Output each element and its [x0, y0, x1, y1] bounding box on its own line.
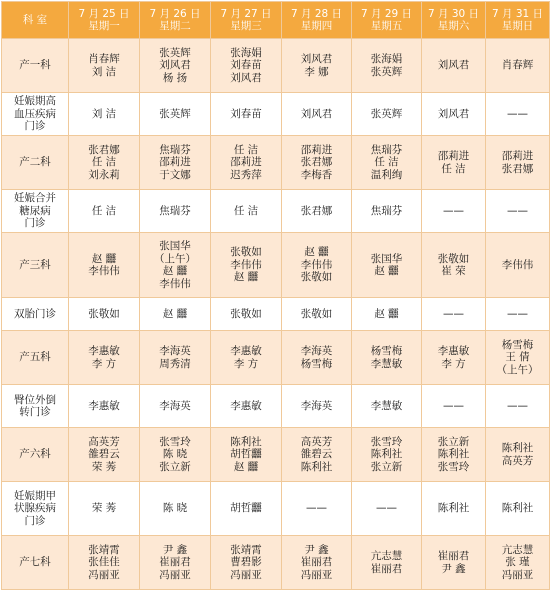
- doctor-name: ——: [443, 399, 464, 412]
- doctor-name: 杨雪梅: [501, 338, 534, 351]
- doctor-cell: [282, 482, 352, 536]
- doctor-name: 张君娜: [501, 162, 534, 175]
- doctor-name: 李海英: [300, 345, 333, 357]
- header-label: 星期二: [159, 20, 191, 32]
- doctor-name: 张靖霄: [230, 543, 262, 556]
- doctor-name: ——: [507, 399, 528, 412]
- doctor-cell: [422, 190, 486, 233]
- header-label: 7 月 31 日: [491, 7, 544, 20]
- dept-cell: [2, 428, 69, 482]
- doctor-name: 张靖霄: [88, 543, 120, 556]
- doctor-name: 陈利社: [501, 442, 534, 454]
- dept-name: 转门诊: [19, 406, 51, 418]
- doctor-name: 李惠敏: [88, 399, 120, 412]
- doctor-cell: [352, 136, 422, 190]
- doctor-name: 张雪玲: [159, 435, 191, 448]
- doctor-cell: [140, 385, 211, 428]
- doctor-name: 李梅香: [300, 168, 333, 181]
- doctor-name: 焦瑞芬: [370, 143, 403, 156]
- schedule-row: [2, 385, 550, 428]
- doctor-name: 任 洁: [91, 204, 117, 217]
- doctor-cell: [211, 331, 282, 385]
- doctor-cell: [140, 298, 211, 331]
- doctor-cell: [422, 331, 486, 385]
- doctor-cell: [282, 39, 352, 93]
- doctor-cell: [140, 233, 211, 298]
- doctor-name: 李惠敏: [437, 345, 470, 357]
- doctor-name: 陈利社: [370, 448, 403, 461]
- doctor-name: 刘风君: [300, 53, 333, 65]
- doctor-cell: [352, 298, 422, 331]
- doctor-name: 崔丽君: [370, 562, 403, 575]
- doctor-name: ——: [507, 307, 528, 320]
- doctor-cell: [69, 233, 140, 298]
- doctor-cell: [486, 136, 550, 190]
- doctor-name: 李伟伟: [300, 258, 333, 271]
- header-label: 7 月 27 日: [220, 7, 272, 20]
- doctor-name: 高英芳: [300, 435, 333, 448]
- dept-name: 妊娠期高: [14, 95, 56, 108]
- doctor-cell: [211, 482, 282, 536]
- doctor-name: 李惠敏: [230, 399, 262, 412]
- header-day-4: [282, 2, 352, 39]
- doctor-name: 李惠敏: [230, 345, 262, 357]
- doctor-name: 杨雪梅: [370, 345, 403, 357]
- doctor-cell: [282, 93, 352, 136]
- doctor-name: 张英辉: [370, 107, 403, 120]
- doctor-name: 李慧敏: [370, 357, 403, 370]
- header-day-6: [422, 2, 486, 39]
- doctor-cell: [352, 536, 422, 590]
- doctor-name: ——: [376, 502, 397, 515]
- doctor-name: 李伟伟: [159, 277, 191, 290]
- header-day-3: [211, 2, 282, 39]
- doctor-name: 张海娟: [230, 46, 262, 59]
- doctor-name: 张国华: [159, 240, 191, 252]
- dept-name: 糖尿病: [19, 204, 51, 217]
- header-day-7: [486, 2, 550, 39]
- doctor-name: 陈利社: [300, 460, 333, 473]
- doctor-cell: [352, 385, 422, 428]
- doctor-name: 李 方: [233, 357, 259, 370]
- doctor-name: 尹 鑫: [304, 543, 329, 556]
- doctor-cell: [422, 298, 486, 331]
- doctor-name: 任 洁: [233, 204, 259, 217]
- doctor-cell: [422, 233, 486, 298]
- dept-name: 产二科: [19, 156, 51, 169]
- doctor-cell: [69, 428, 140, 482]
- doctor-name: 李伟伟: [88, 265, 120, 277]
- doctor-name: 雒碧云: [300, 448, 333, 461]
- doctor-name: 张雪玲: [370, 435, 403, 448]
- doctor-name: 张敬如: [230, 307, 262, 320]
- doctor-name: 张敬如: [300, 271, 333, 284]
- dept-cell: [2, 298, 69, 331]
- doctor-cell: [422, 428, 486, 482]
- doctor-name: 迟秀萍: [230, 168, 262, 181]
- doctor-name: 刘风君: [437, 107, 470, 120]
- schedule-row: [2, 136, 550, 190]
- dept-name: 门诊: [24, 120, 46, 133]
- doctor-name: 赵 䨻: [162, 265, 188, 277]
- doctor-cell: [282, 385, 352, 428]
- doctor-name: 张敬如: [300, 307, 333, 320]
- schedule-row: [2, 39, 550, 93]
- schedule-header: [2, 2, 550, 39]
- doctor-cell: [69, 190, 140, 233]
- doctor-name: 焦瑞芬: [159, 143, 191, 156]
- dept-name: 状腺疾病: [14, 502, 56, 515]
- doctor-name: 冯丽亚: [501, 568, 534, 581]
- dept-cell: [2, 536, 69, 590]
- doctor-name: 张立新: [370, 460, 403, 473]
- doctor-name: 刘风君: [300, 107, 333, 120]
- doctor-name: 赵 䨻: [304, 246, 329, 259]
- doctor-name: 陈 晓: [162, 448, 188, 461]
- doctor-name: 张英辉: [159, 107, 191, 120]
- doctor-name: ——: [507, 107, 528, 120]
- doctor-name: 杨雪梅: [300, 357, 333, 370]
- doctor-name: 陈利社: [501, 502, 534, 515]
- doctor-cell: [352, 93, 422, 136]
- doctor-cell: [282, 190, 352, 233]
- header-label: 科 室: [22, 13, 48, 26]
- doctor-cell: [140, 93, 211, 136]
- doctor-name: ——: [507, 204, 528, 217]
- doctor-name: 张海娟: [370, 53, 403, 65]
- doctor-cell: [69, 536, 140, 590]
- doctor-cell: [282, 536, 352, 590]
- header-day-1: [69, 2, 140, 39]
- dept-name: 门诊: [24, 514, 46, 527]
- dept-cell: [2, 190, 69, 233]
- doctor-cell: [486, 536, 550, 590]
- duty-schedule-table: [1, 1, 550, 590]
- doctor-name: 冯丽亚: [88, 568, 120, 581]
- doctor-cell: [69, 298, 140, 331]
- doctor-name: 刘风君: [437, 59, 470, 72]
- doctor-cell: [352, 39, 422, 93]
- doctor-cell: [486, 298, 550, 331]
- doctor-cell: [486, 39, 550, 93]
- doctor-name: 张君娜: [300, 156, 333, 169]
- doctor-cell: [352, 190, 422, 233]
- doctor-cell: [422, 385, 486, 428]
- doctor-cell: [422, 136, 486, 190]
- doctor-cell: [140, 536, 211, 590]
- doctor-cell: [140, 428, 211, 482]
- doctor-name: 刘 洁: [91, 65, 117, 78]
- doctor-name: 张英辉: [159, 46, 191, 59]
- schedule-row: [2, 331, 550, 385]
- doctor-name: 高英芳: [88, 435, 120, 448]
- doctor-name: 高英芳: [501, 454, 534, 467]
- doctor-name: 任 洁: [233, 143, 259, 156]
- doctor-cell: [352, 482, 422, 536]
- doctor-name: 冯丽亚: [159, 568, 191, 581]
- header-label: 星期三: [230, 20, 262, 32]
- doctor-name: 李海英: [159, 345, 191, 357]
- schedule-row: [2, 482, 550, 536]
- header-dept: [2, 2, 69, 39]
- header-label: 7 月 25 日: [78, 7, 130, 20]
- doctor-name: 肖春辉: [88, 53, 120, 65]
- doctor-cell: [282, 331, 352, 385]
- dept-cell: [2, 93, 69, 136]
- doctor-cell: [282, 136, 352, 190]
- doctor-cell: [486, 190, 550, 233]
- doctor-name: 肖春辉: [501, 59, 534, 72]
- dept-name: 妊娠合并: [14, 192, 56, 205]
- doctor-name: 李 娜: [304, 65, 329, 78]
- doctor-name: 张 瑾: [505, 556, 530, 569]
- doctor-name: 赵 䨻: [162, 307, 188, 320]
- schedule-row: [2, 233, 550, 298]
- doctor-cell: [422, 93, 486, 136]
- doctor-name: 邵莉进: [230, 156, 262, 169]
- doctor-name: 陈利社: [437, 448, 470, 461]
- doctor-name: 张君娜: [300, 204, 333, 217]
- doctor-name: 刘春苗: [230, 59, 262, 72]
- doctor-cell: [211, 298, 282, 331]
- doctor-cell: [486, 428, 550, 482]
- doctor-name: 张雪玲: [437, 460, 470, 473]
- doctor-name: 张敬如: [88, 307, 120, 320]
- doctor-cell: [282, 233, 352, 298]
- doctor-name: 张敬如: [230, 246, 262, 259]
- doctor-name: ——: [443, 204, 464, 217]
- doctor-name: 赵 䨻: [374, 307, 399, 320]
- doctor-cell: [352, 428, 422, 482]
- dept-cell: [2, 385, 69, 428]
- doctor-name: 张国华: [370, 252, 403, 265]
- dept-name: 产一科: [19, 59, 51, 72]
- doctor-name: 张佳佳: [88, 556, 120, 569]
- doctor-name: 陈利社: [230, 435, 262, 448]
- header-label: 星期一: [88, 20, 120, 32]
- dept-cell: [2, 136, 69, 190]
- doctor-name: 刘风君: [159, 59, 191, 72]
- doctor-name: 尹 鑫: [162, 543, 188, 556]
- dept-name: 产六科: [19, 448, 51, 461]
- doctor-name: 赵 䨻: [374, 265, 399, 277]
- header-label: 7 月 30 日: [427, 7, 480, 20]
- doctor-cell: [211, 536, 282, 590]
- doctor-name: 王 倩: [505, 351, 530, 364]
- doctor-cell: [422, 482, 486, 536]
- doctor-name: 胡哲䨻: [230, 502, 262, 515]
- doctor-cell: [486, 482, 550, 536]
- doctor-name: 张立新: [159, 460, 191, 473]
- doctor-cell: [211, 428, 282, 482]
- doctor-cell: [352, 233, 422, 298]
- doctor-name: ——: [306, 502, 327, 515]
- doctor-name: 邵莉进: [300, 143, 333, 156]
- header-label: 7 月 28 日: [290, 7, 343, 20]
- dept-name: 产五科: [19, 351, 51, 364]
- doctor-name: 杨 扬: [162, 71, 188, 84]
- doctor-cell: [140, 39, 211, 93]
- dept-name: 产三科: [19, 258, 51, 271]
- doctor-name: 崔丽君: [300, 556, 333, 569]
- doctor-name: 亢志慧: [370, 550, 403, 562]
- doctor-name: 李伟伟: [501, 258, 534, 271]
- doctor-name: 张君娜: [88, 143, 120, 156]
- doctor-name: 李海英: [159, 399, 191, 412]
- schedule-body: [2, 39, 550, 590]
- doctor-cell: [422, 39, 486, 93]
- schedule-row: [2, 190, 550, 233]
- doctor-cell: [69, 482, 140, 536]
- doctor-cell: [486, 233, 550, 298]
- doctor-name: 崔 荣: [441, 265, 466, 277]
- doctor-cell: [69, 136, 140, 190]
- doctor-name: 陈利社: [437, 502, 470, 515]
- schedule-row: [2, 536, 550, 590]
- doctor-name: 邵莉进: [159, 156, 191, 169]
- doctor-name: 李惠敏: [88, 345, 120, 357]
- dept-name: 双胎门诊: [14, 307, 56, 320]
- doctor-cell: [352, 331, 422, 385]
- doctor-name: （上午）: [496, 363, 539, 376]
- doctor-name: 于文娜: [159, 168, 191, 181]
- doctor-name: 刘 洁: [91, 107, 117, 120]
- doctor-name: 赵 䨻: [233, 460, 259, 473]
- doctor-cell: [140, 331, 211, 385]
- doctor-name: 焦瑞芬: [159, 204, 191, 217]
- doctor-name: 张敬如: [437, 252, 470, 265]
- doctor-name: ——: [443, 307, 464, 320]
- doctor-cell: [69, 331, 140, 385]
- doctor-cell: [486, 331, 550, 385]
- doctor-name: 崔丽君: [437, 550, 470, 562]
- doctor-name: 温利绚: [370, 168, 403, 181]
- schedule-row: [2, 428, 550, 482]
- doctor-cell: [69, 385, 140, 428]
- doctor-name: 张英辉: [370, 65, 403, 78]
- doctor-name: 陈 晓: [162, 502, 188, 515]
- doctor-name: 李 方: [91, 357, 117, 370]
- dept-cell: [2, 482, 69, 536]
- doctor-cell: [211, 385, 282, 428]
- doctor-name: 邵莉进: [501, 150, 534, 162]
- doctor-cell: [211, 233, 282, 298]
- dept-name: 门诊: [24, 217, 46, 230]
- doctor-name: 冯丽亚: [300, 568, 333, 581]
- doctor-name: 亢志慧: [501, 543, 534, 556]
- doctor-name: 张立新: [437, 435, 470, 448]
- doctor-name: 刘永莉: [88, 168, 120, 181]
- dept-name: 血压疾病: [14, 107, 56, 120]
- doctor-name: 曹碧影: [230, 556, 262, 569]
- doctor-cell: [69, 93, 140, 136]
- doctor-name: 赵 䨻: [91, 252, 117, 265]
- header-label: 7 月 26 日: [149, 7, 201, 20]
- doctor-name: 李海英: [300, 399, 333, 412]
- doctor-name: 邵莉进: [437, 150, 470, 162]
- doctor-name: 李慧敏: [370, 399, 403, 412]
- schedule-row: [2, 93, 550, 136]
- doctor-cell: [282, 428, 352, 482]
- doctor-cell: [211, 39, 282, 93]
- dept-name: 妊娠期甲: [14, 489, 56, 502]
- doctor-name: 胡哲䨻: [230, 448, 262, 461]
- doctor-cell: [140, 482, 211, 536]
- schedule-row: [2, 298, 550, 331]
- doctor-cell: [422, 536, 486, 590]
- doctor-name: 任 洁: [91, 156, 117, 169]
- doctor-name: 李伟伟: [230, 258, 262, 271]
- header-day-5: [352, 2, 422, 39]
- doctor-name: 冯丽亚: [230, 568, 262, 581]
- header-label: 星期六: [437, 20, 470, 32]
- doctor-cell: [282, 298, 352, 331]
- doctor-name: 任 洁: [374, 156, 399, 169]
- doctor-name: 刘风君: [230, 71, 262, 84]
- header-row: [2, 2, 550, 39]
- dept-cell: [2, 233, 69, 298]
- doctor-cell: [486, 93, 550, 136]
- dept-cell: [2, 331, 69, 385]
- doctor-cell: [211, 190, 282, 233]
- doctor-name: 焦瑞芬: [370, 204, 403, 217]
- doctor-name: 雒碧云: [88, 448, 120, 461]
- doctor-name: 荣 莠: [91, 460, 117, 473]
- dept-name: 产七科: [19, 556, 51, 569]
- doctor-name: （上午）: [154, 252, 196, 265]
- header-label: 星期日: [501, 20, 534, 32]
- doctor-name: 尹 鑫: [441, 562, 466, 575]
- doctor-name: 刘春苗: [230, 107, 262, 120]
- doctor-name: 赵 䨻: [233, 271, 259, 284]
- doctor-name: 任 洁: [441, 162, 466, 175]
- doctor-cell: [486, 385, 550, 428]
- header-day-2: [140, 2, 211, 39]
- doctor-cell: [211, 136, 282, 190]
- header-label: 星期五: [370, 20, 403, 32]
- doctor-name: 荣 莠: [91, 502, 117, 515]
- doctor-name: 周秀清: [159, 357, 191, 370]
- header-label: 7 月 29 日: [360, 7, 413, 20]
- doctor-name: 崔丽君: [159, 556, 191, 569]
- doctor-cell: [140, 190, 211, 233]
- doctor-name: 李 方: [441, 357, 466, 370]
- dept-name: 臀位外倒: [14, 393, 56, 406]
- doctor-cell: [140, 136, 211, 190]
- dept-cell: [2, 39, 69, 93]
- doctor-cell: [69, 39, 140, 93]
- header-label: 星期四: [300, 20, 333, 32]
- doctor-cell: [211, 93, 282, 136]
